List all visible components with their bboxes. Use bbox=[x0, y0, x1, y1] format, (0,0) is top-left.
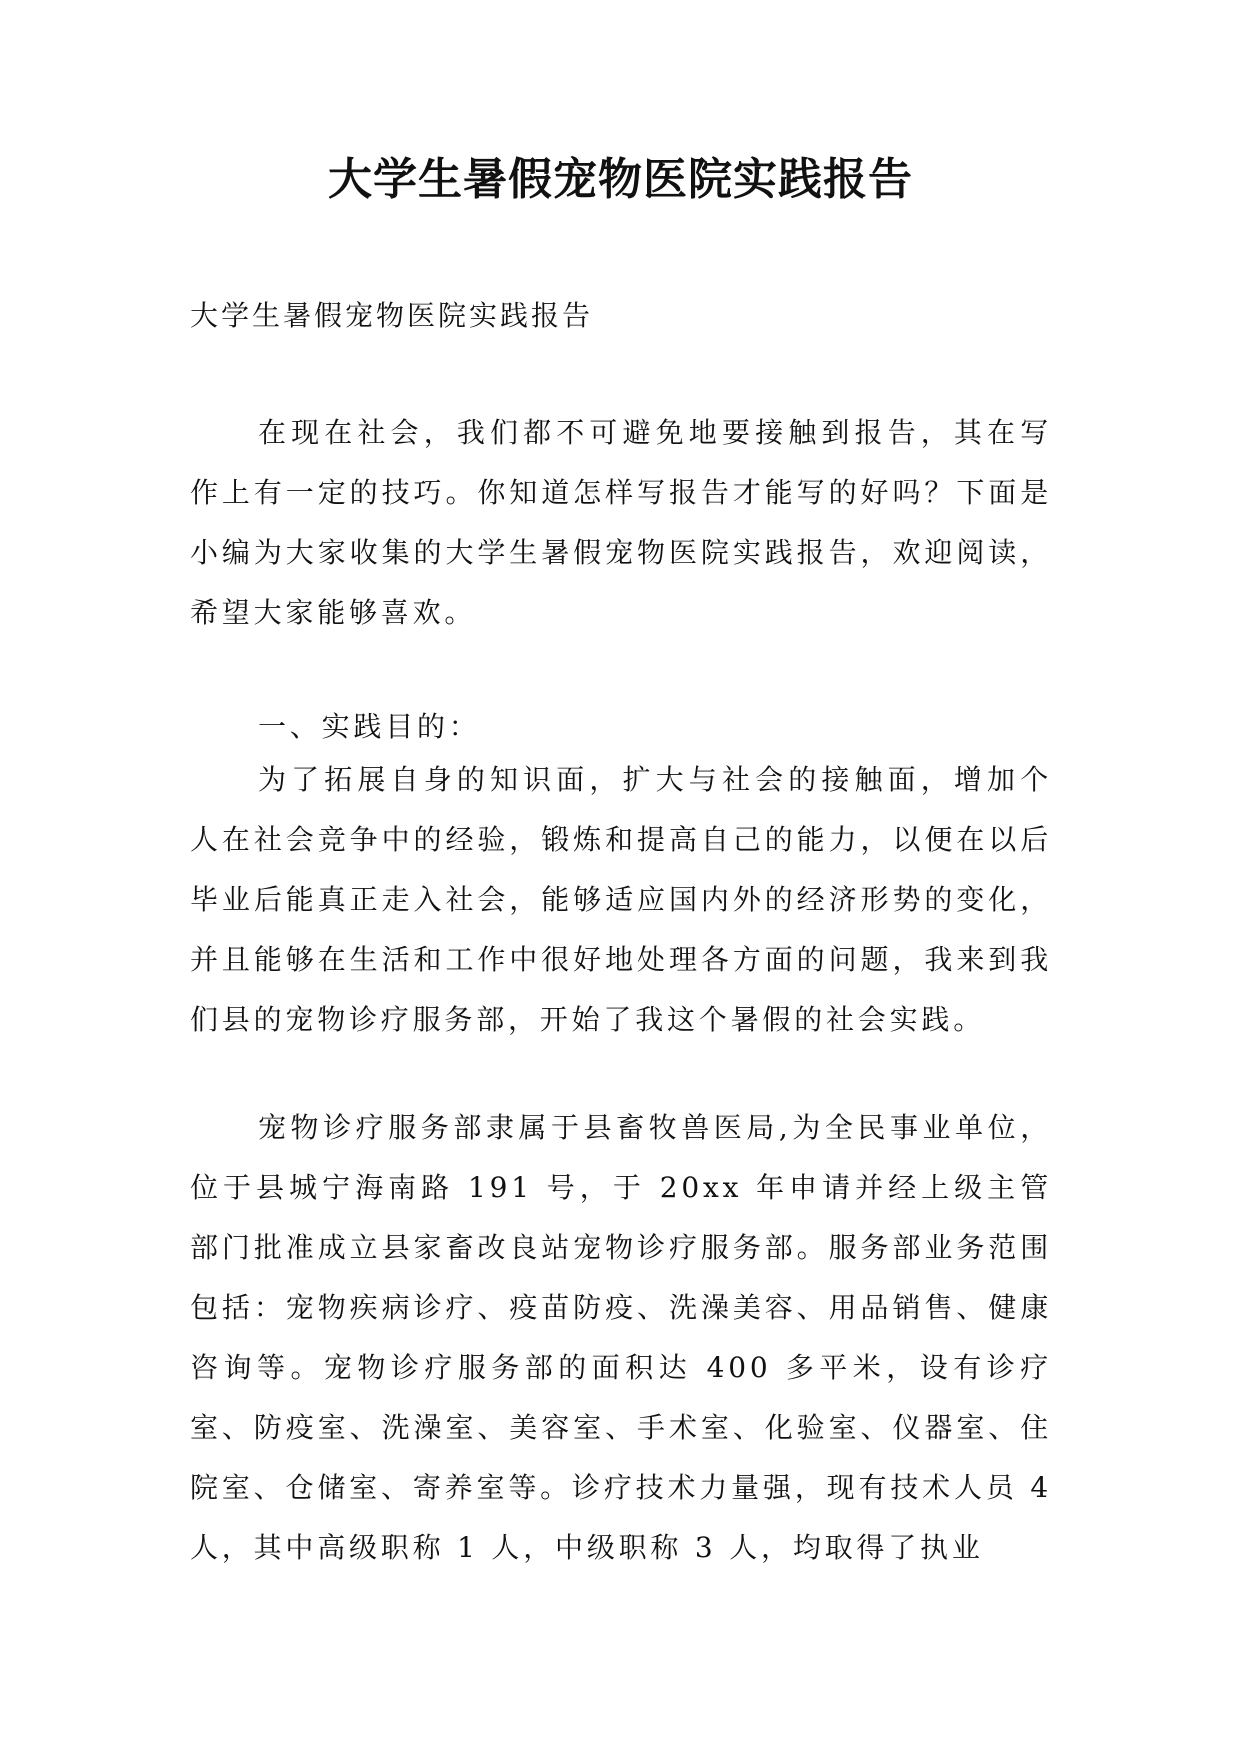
intro-paragraph: 在现在社会，我们都不可避免地要接触到报告，其在写作上有一定的技巧。你知道怎样写报告才能写的好吗？下面是小编为大家收集的大学生暑假宠物医院实践报告，欢迎阅读，希望大家能够喜欢。 bbox=[190, 416, 1052, 629]
purpose-paragraph: 为了拓展自身的知识面，扩大与社会的接触面，增加个人在社会竞争中的经验，锻炼和提高自己的能力，以便在以后毕业后能真正走入社会，能够适应国内外的经济形势的变化，并且能够在生活和工作中很好地处理各方面的问题，我来到我们县的宠物诊疗服务部，开始了我这个暑假的社会实践。 bbox=[190, 763, 1052, 1036]
document-title: 大学生暑假宠物医院实践报告 bbox=[328, 154, 913, 205]
section-heading-purpose: 一、实践目的： bbox=[258, 710, 481, 743]
organization-paragraph: 宠物诊疗服务部隶属于县畜牧兽医局,为全民事业单位，位于县城宁海南路 191 号，于 20xx 年申请并经上级主管部门批准成立县家畜改良站宠物诊疗服务部。服务部业务范围包括：宠物疾病诊疗、疫苗防疫、洗澡美容、用品销售、健康咨询等。宠物诊疗服务部的面积达 400 多平米，设有诊疗室、防疫室、洗澡室、美容室、手术室、化验室、仪器室、住院室、仓储室、寄养室等。诊疗技术力量强，现有技术人员 4 人，其中高级职称 1 人，中级职称 3 人，均取得了执业 bbox=[190, 1111, 1052, 1564]
document-subtitle: 大学生暑假宠物医院实践报告 bbox=[190, 299, 594, 332]
